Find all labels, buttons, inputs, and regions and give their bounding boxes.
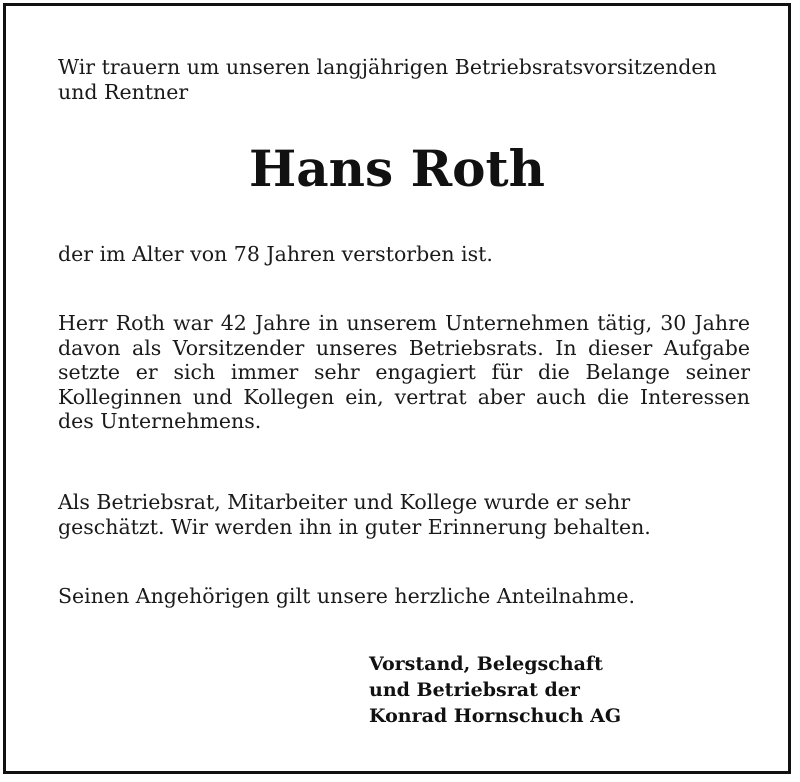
intro-line: Wir trauern um unseren langjährigen Betriebsratsvorsitzenden	[58, 55, 717, 79]
signature-line: Konrad Hornschuch AG	[369, 705, 622, 727]
career-line: setzte er sich immer sehr engagiert für die Belange seiner	[58, 360, 750, 384]
age-line: der im Alter von 78 Jahren verstorben ist.	[58, 242, 493, 266]
signature-line: und Betriebsrat der	[369, 679, 580, 701]
esteem-paragraph	[58, 490, 750, 539]
career-line: des Unternehmens.	[58, 409, 262, 433]
condolence-line: Seinen Angehörigen gilt unsere herzliche Anteilnahme.	[58, 584, 636, 608]
career-line: Herr Roth war 42 Jahre in unserem Unternehmen tätig, 30 Jahre	[58, 311, 750, 335]
intro-paragraph	[58, 55, 750, 104]
esteem-line: geschätzt. Wir werden ihn in guter Erinnerung behalten.	[58, 514, 651, 539]
obituary-notice	[3, 3, 791, 774]
signature-block	[369, 651, 621, 729]
signature-line: Vorstand, Belegschaft	[369, 653, 603, 675]
career-line: davon als Vorsitzender unseres Betriebsrats. In dieser Aufgabe	[58, 335, 750, 360]
intro-line: und Rentner	[58, 79, 189, 104]
career-line: Kolleginnen und Kollegen ein, vertrat aber auch die Interessen	[58, 384, 750, 409]
career-paragraph	[58, 311, 750, 434]
esteem-line: Als Betriebsrat, Mitarbeiter und Kollege wurde er sehr	[58, 490, 631, 514]
deceased-name: Hans Roth	[249, 139, 545, 198]
